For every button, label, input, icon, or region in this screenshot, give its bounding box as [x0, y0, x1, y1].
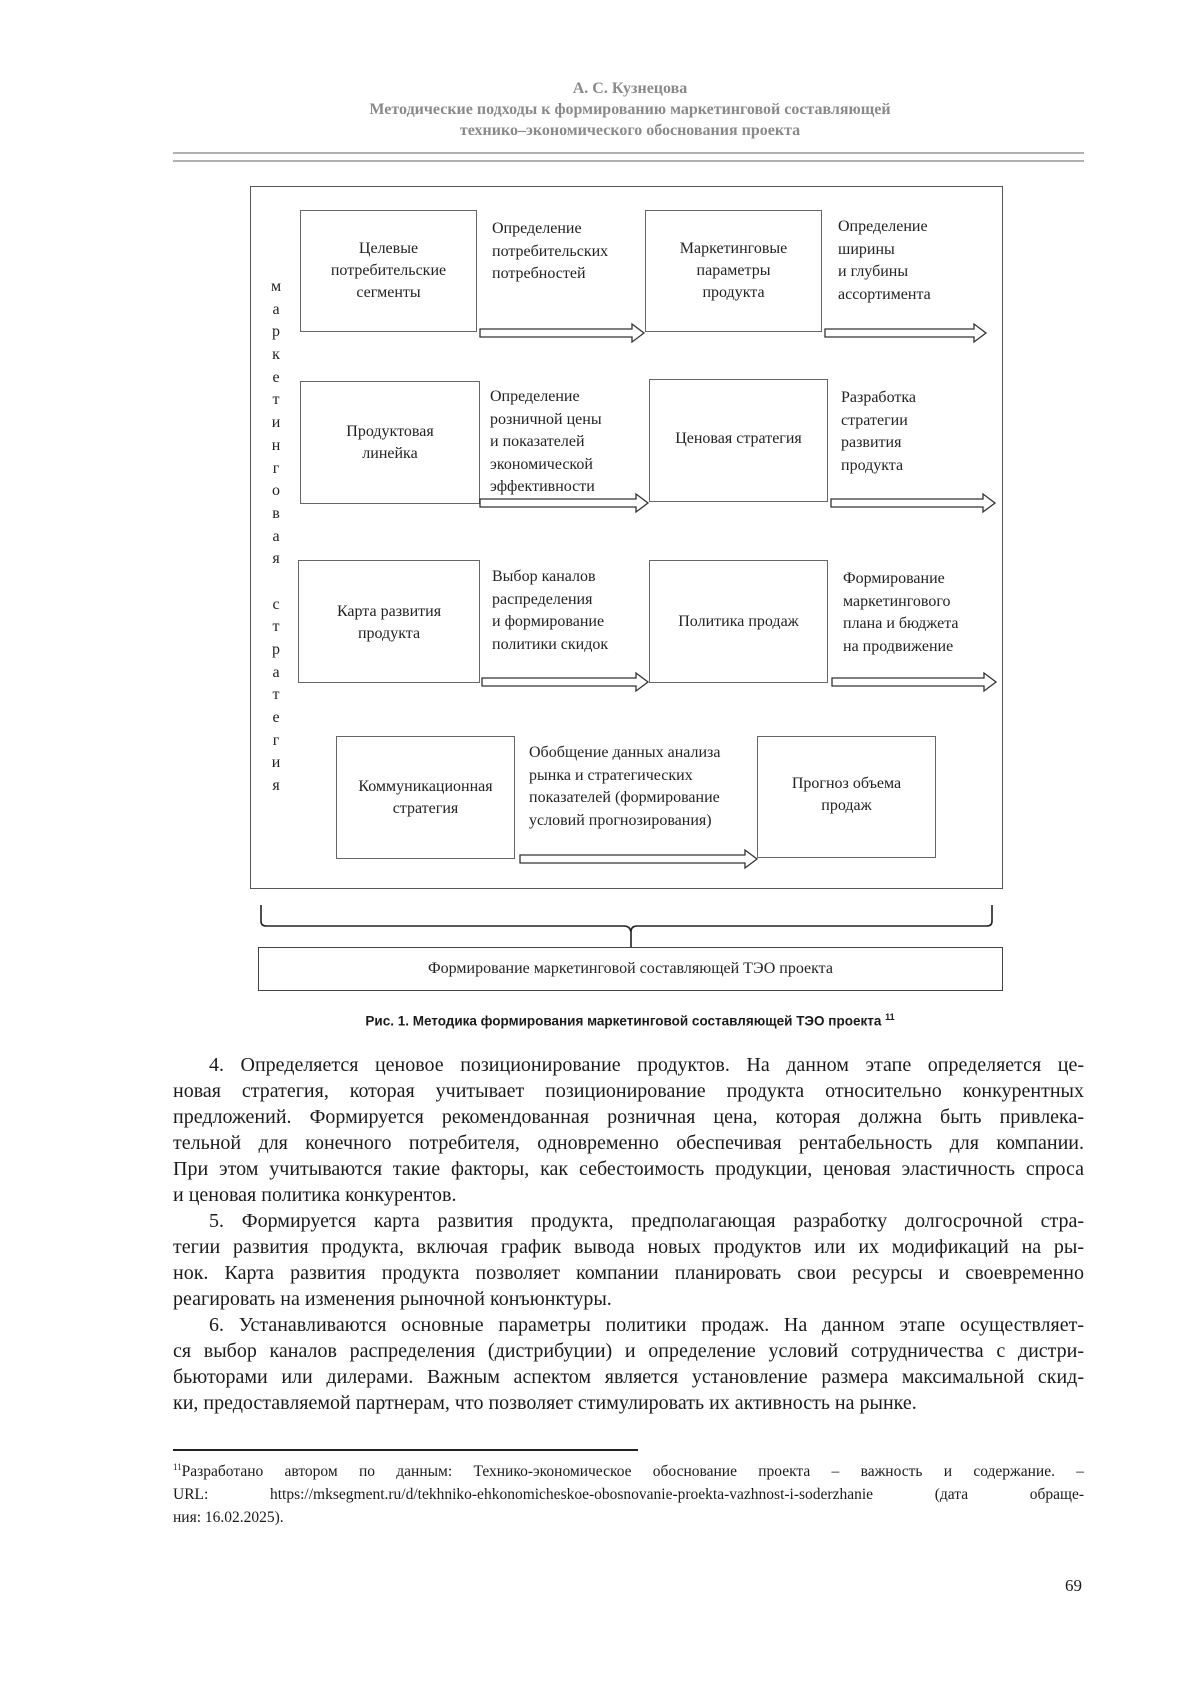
- side-label-letter: е: [272, 368, 280, 386]
- result-box: Формирование маркетинговой составляющей ТЭО проекта: [258, 947, 1003, 991]
- caption-text: Рис. 1. Методика формирования маркетинговой составляющей ТЭО проекта: [365, 1013, 882, 1029]
- side-label-letter: и: [271, 754, 281, 772]
- figure-caption: [0, 1012, 1200, 1029]
- curly-brace-icon: [261, 905, 992, 947]
- side-label-letter: с: [272, 595, 280, 613]
- text-line: и ценовая политика конкурентов.: [173, 1184, 457, 1206]
- side-label-letter: я: [272, 777, 280, 795]
- step-text: Определение потребительских потребностей: [492, 220, 609, 282]
- step-text: Выбор каналов распределения и формирование политики скидок: [492, 568, 609, 653]
- arrow-right-icon: [482, 673, 648, 691]
- box-product-line: Продуктовая линейка: [300, 381, 480, 504]
- text-line: нок. Карта развития продукта позволяет компании планировать свои ресурсы и своевременно: [173, 1262, 1084, 1284]
- text-line: ся выбор каналов распределения (дистрибуции) и определение условий сотрудничества с дистри-: [173, 1340, 1084, 1362]
- step-text: Обобщение данных анализа рынка и стратегических показателей (формирование условий прогнозирования): [529, 744, 721, 829]
- arrow-right-icon: [480, 494, 648, 512]
- box-sales-policy: Политика продаж: [649, 560, 828, 683]
- side-label-letter: к: [272, 346, 280, 364]
- step-text: Определение ширины и глубины ассортимента: [838, 218, 931, 303]
- step-text: Разработка стратегии развития продукта: [841, 389, 916, 474]
- text-line: тельной для конечного потребителя, одновременно обеспечивая рентабельность для компании.: [173, 1132, 1084, 1154]
- box-communication-strategy: Коммуникационная стратегия: [336, 736, 515, 859]
- side-label-letter: и: [271, 414, 281, 432]
- arrow-right-icon: [832, 673, 996, 691]
- side-label-letter: я: [272, 550, 280, 568]
- side-label-letter: в: [272, 504, 280, 522]
- side-label-letter: р: [272, 641, 280, 658]
- step-text: Определение розничной цены и показателей экономической эффективности: [490, 388, 602, 495]
- box-marketing-params: Маркетинговые параметры продукта: [645, 210, 822, 332]
- text-line: 6. Устанавливаются основные параметры политики продаж. На данном этапе осуществляет-: [209, 1314, 1084, 1336]
- paragraph: [173, 1208, 1084, 1312]
- side-label-letter: а: [272, 300, 280, 318]
- box-price-strategy: Ценовая стратегия: [649, 379, 828, 502]
- text-line: новая стратегия, которая учитывает позиционирование продукта относительно конкурентных: [173, 1080, 1084, 1102]
- arrow-right-icon: [520, 850, 757, 868]
- side-label-letter: р: [272, 323, 280, 341]
- side-label-letter: г: [272, 731, 280, 749]
- footnote-line: URL: https://mksegment.ru/d/tekhniko-ehkonomicheskoe-obosnovanie-proekta-vazhnost-i-soderzhanie (дата обраще-: [173, 1486, 1084, 1504]
- footnote: [173, 1456, 1084, 1529]
- text-line: реагировать на изменения рыночной конъюнктуры.: [173, 1288, 612, 1310]
- box-product-roadmap: Карта развития продукта: [298, 560, 480, 683]
- box-target-segments: Целевые потребительские сегменты: [300, 210, 477, 332]
- running-header-title: Методические подходы к формированию маркетинговой составляющей: [369, 101, 891, 118]
- footnote-line: [173, 1456, 1084, 1483]
- footnote-rule: [173, 1449, 638, 1451]
- side-label-letter: т: [272, 618, 280, 636]
- paragraph: [173, 1052, 1084, 1208]
- text-line: тегии развития продукта, включая график вывода новых продуктов или их модификаций на ры-: [173, 1236, 1084, 1258]
- arrow-right-icon: [831, 494, 995, 512]
- paragraph: [173, 1312, 1084, 1416]
- arrow-right-icon: [480, 324, 644, 342]
- body-text: [173, 1052, 1084, 1416]
- text-line: 4. Определяется ценовое позиционирование продуктов. На данном этапе определяется це-: [209, 1054, 1084, 1076]
- side-label-letter: н: [271, 436, 281, 454]
- arrow-right-icon: [825, 324, 986, 342]
- text-line: При этом учитываются такие факторы, как себестоимость продукции, ценовая эластичность спроса: [173, 1158, 1084, 1180]
- text-line: 5. Формируется карта развития продукта, предполагающая разработку долгосрочной стра-: [209, 1210, 1084, 1232]
- footnote-ref: 11: [885, 1012, 895, 1022]
- footnote-number: 11: [173, 1462, 182, 1472]
- box-sales-forecast: Прогноз объема продаж: [757, 736, 936, 858]
- text-line: ки, предоставляемой партнерам, что позволяет стимулировать их активность на рынке.: [173, 1392, 917, 1414]
- side-label-letter: а: [272, 663, 280, 681]
- text-line: предложений. Формируется рекомендованная розничная цена, которая должна быть привлека-: [173, 1106, 1084, 1128]
- side-label-letter: е: [272, 709, 280, 727]
- step-text: Формирование маркетингового плана и бюджета на продвижение: [843, 570, 959, 655]
- side-label-letter: о: [272, 482, 280, 500]
- side-label-letter: г: [272, 459, 280, 477]
- page-number: 69: [1065, 1576, 1082, 1595]
- side-label-letter: т: [272, 686, 280, 704]
- side-label-letter: т: [272, 391, 280, 409]
- footnote-line: ния: 16.02.2025).: [173, 1509, 284, 1527]
- side-label-letter: а: [272, 527, 280, 545]
- text-line: бьюторами или дилерами. Важным аспектом является установление размера максимальной скид-: [173, 1366, 1084, 1388]
- running-header-title-2: технико–экономического обоснования проекта: [459, 122, 801, 139]
- running-header-author: А. С. Кузнецова: [572, 80, 688, 97]
- footnote-text: Разработано автором по данным: Технико-экономическое обоснование проекта – важность и содержание. –: [181, 1463, 1084, 1481]
- side-label-letter: м: [270, 278, 282, 295]
